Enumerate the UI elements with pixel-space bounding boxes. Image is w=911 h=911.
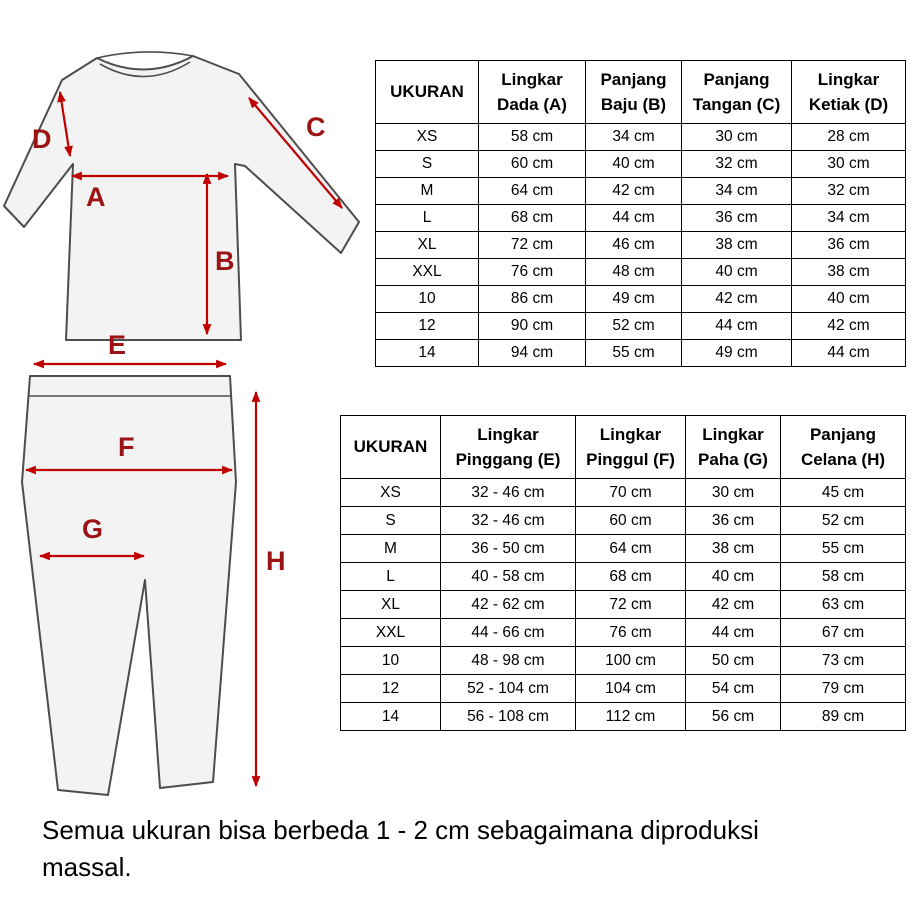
- size-cell: 12: [376, 313, 479, 340]
- header-row: [376, 61, 906, 124]
- value-cell: 38 cm: [686, 535, 781, 563]
- size-cell: 10: [341, 647, 441, 675]
- value-cell: 55 cm: [781, 535, 906, 563]
- value-cell: 42 cm: [686, 591, 781, 619]
- shirt-diagram: [2, 24, 370, 358]
- value-cell: 42 - 62 cm: [441, 591, 576, 619]
- value-cell: 67 cm: [781, 619, 906, 647]
- value-cell: 36 cm: [686, 507, 781, 535]
- value-cell: 72 cm: [479, 232, 586, 259]
- value-cell: 56 - 108 cm: [441, 703, 576, 731]
- size-cell: L: [341, 563, 441, 591]
- value-cell: 79 cm: [781, 675, 906, 703]
- size-cell: L: [376, 205, 479, 232]
- size-row-XL: [376, 232, 906, 259]
- value-cell: 42 cm: [586, 178, 682, 205]
- size-row-14: [341, 703, 906, 731]
- value-cell: 90 cm: [479, 313, 586, 340]
- size-cell: XS: [376, 124, 479, 151]
- size-cell: S: [376, 151, 479, 178]
- value-cell: 40 cm: [686, 563, 781, 591]
- value-cell: 28 cm: [792, 124, 906, 151]
- size-row-XXL: [376, 259, 906, 286]
- label-h: H: [266, 546, 286, 576]
- size-row-S: [341, 507, 906, 535]
- size-row-S: [376, 151, 906, 178]
- size-cell: M: [376, 178, 479, 205]
- value-cell: 44 cm: [792, 340, 906, 367]
- measure-column-header-1: Lingkar Pinggul (F): [576, 416, 686, 479]
- size-cell: XL: [341, 591, 441, 619]
- value-cell: 40 cm: [792, 286, 906, 313]
- value-cell: 32 cm: [792, 178, 906, 205]
- value-cell: 36 - 50 cm: [441, 535, 576, 563]
- value-cell: 40 cm: [682, 259, 792, 286]
- value-cell: 55 cm: [586, 340, 682, 367]
- value-cell: 38 cm: [682, 232, 792, 259]
- value-cell: 44 cm: [686, 619, 781, 647]
- value-cell: 42 cm: [682, 286, 792, 313]
- size-column-header: UKURAN: [341, 416, 441, 479]
- shirt-back-collar-line: [97, 52, 193, 58]
- value-cell: 89 cm: [781, 703, 906, 731]
- value-cell: 49 cm: [682, 340, 792, 367]
- value-cell: 60 cm: [479, 151, 586, 178]
- value-cell: 32 - 46 cm: [441, 479, 576, 507]
- size-row-L: [341, 563, 906, 591]
- value-cell: 36 cm: [792, 232, 906, 259]
- pants-size-table: [340, 415, 906, 731]
- label-c: C: [306, 112, 326, 142]
- size-row-12: [341, 675, 906, 703]
- value-cell: 30 cm: [792, 151, 906, 178]
- size-cell: 14: [341, 703, 441, 731]
- value-cell: 63 cm: [781, 591, 906, 619]
- value-cell: 34 cm: [682, 178, 792, 205]
- size-cell: XXL: [376, 259, 479, 286]
- size-row-10: [376, 286, 906, 313]
- value-cell: 38 cm: [792, 259, 906, 286]
- value-cell: 44 cm: [682, 313, 792, 340]
- size-cell: 12: [341, 675, 441, 703]
- size-row-XXL: [341, 619, 906, 647]
- label-b: B: [215, 246, 235, 276]
- value-cell: 52 cm: [586, 313, 682, 340]
- value-cell: 44 - 66 cm: [441, 619, 576, 647]
- measure-column-header-3: Lingkar Ketiak (D): [792, 61, 906, 124]
- value-cell: 48 - 98 cm: [441, 647, 576, 675]
- value-cell: 68 cm: [576, 563, 686, 591]
- value-cell: 42 cm: [792, 313, 906, 340]
- size-row-XS: [341, 479, 906, 507]
- value-cell: 86 cm: [479, 286, 586, 313]
- value-cell: 34 cm: [586, 124, 682, 151]
- size-row-XS: [376, 124, 906, 151]
- size-row-14: [376, 340, 906, 367]
- shirt-size-table: [375, 60, 906, 367]
- value-cell: 70 cm: [576, 479, 686, 507]
- size-cell: XS: [341, 479, 441, 507]
- label-g: G: [82, 514, 104, 544]
- value-cell: 52 - 104 cm: [441, 675, 576, 703]
- header-row: [341, 416, 906, 479]
- size-column-header: UKURAN: [376, 61, 479, 124]
- size-cell: XXL: [341, 619, 441, 647]
- value-cell: 36 cm: [682, 205, 792, 232]
- value-cell: 112 cm: [576, 703, 686, 731]
- value-cell: 73 cm: [781, 647, 906, 675]
- value-cell: 30 cm: [682, 124, 792, 151]
- value-cell: 100 cm: [576, 647, 686, 675]
- size-cell: S: [341, 507, 441, 535]
- value-cell: 34 cm: [792, 205, 906, 232]
- measure-column-header-2: Panjang Tangan (C): [682, 61, 792, 124]
- value-cell: 44 cm: [586, 205, 682, 232]
- value-cell: 64 cm: [479, 178, 586, 205]
- value-cell: 94 cm: [479, 340, 586, 367]
- value-cell: 40 cm: [586, 151, 682, 178]
- size-cell: XL: [376, 232, 479, 259]
- value-cell: 56 cm: [686, 703, 781, 731]
- label-f: F: [118, 432, 135, 462]
- pants-diagram: [8, 330, 318, 806]
- size-row-M: [376, 178, 906, 205]
- label-e: E: [108, 330, 127, 360]
- value-cell: 58 cm: [781, 563, 906, 591]
- value-cell: 45 cm: [781, 479, 906, 507]
- shirt-outline: [4, 56, 359, 340]
- value-cell: 32 - 46 cm: [441, 507, 576, 535]
- disclaimer-text: Semua ukuran bisa berbeda 1 - 2 cm sebagaimana diproduksi massal.: [42, 815, 759, 882]
- value-cell: 54 cm: [686, 675, 781, 703]
- value-cell: 49 cm: [586, 286, 682, 313]
- value-cell: 60 cm: [576, 507, 686, 535]
- value-cell: 48 cm: [586, 259, 682, 286]
- size-row-12: [376, 313, 906, 340]
- value-cell: 40 - 58 cm: [441, 563, 576, 591]
- size-cell: M: [341, 535, 441, 563]
- measure-column-header-1: Panjang Baju (B): [586, 61, 682, 124]
- value-cell: 76 cm: [479, 259, 586, 286]
- size-row-XL: [341, 591, 906, 619]
- value-cell: 58 cm: [479, 124, 586, 151]
- size-row-M: [341, 535, 906, 563]
- measure-column-header-0: Lingkar Pinggang (E): [441, 416, 576, 479]
- size-cell: 14: [376, 340, 479, 367]
- value-cell: 72 cm: [576, 591, 686, 619]
- value-cell: 30 cm: [686, 479, 781, 507]
- value-cell: 50 cm: [686, 647, 781, 675]
- value-cell: 104 cm: [576, 675, 686, 703]
- size-cell: 10: [376, 286, 479, 313]
- label-a: A: [86, 182, 106, 212]
- value-cell: 52 cm: [781, 507, 906, 535]
- measure-column-header-2: Lingkar Paha (G): [686, 416, 781, 479]
- measure-column-header-3: Panjang Celana (H): [781, 416, 906, 479]
- size-row-L: [376, 205, 906, 232]
- label-d: D: [32, 124, 52, 154]
- value-cell: 46 cm: [586, 232, 682, 259]
- measure-column-header-0: Lingkar Dada (A): [479, 61, 586, 124]
- value-cell: 32 cm: [682, 151, 792, 178]
- value-cell: 68 cm: [479, 205, 586, 232]
- size-row-10: [341, 647, 906, 675]
- value-cell: 64 cm: [576, 535, 686, 563]
- value-cell: 76 cm: [576, 619, 686, 647]
